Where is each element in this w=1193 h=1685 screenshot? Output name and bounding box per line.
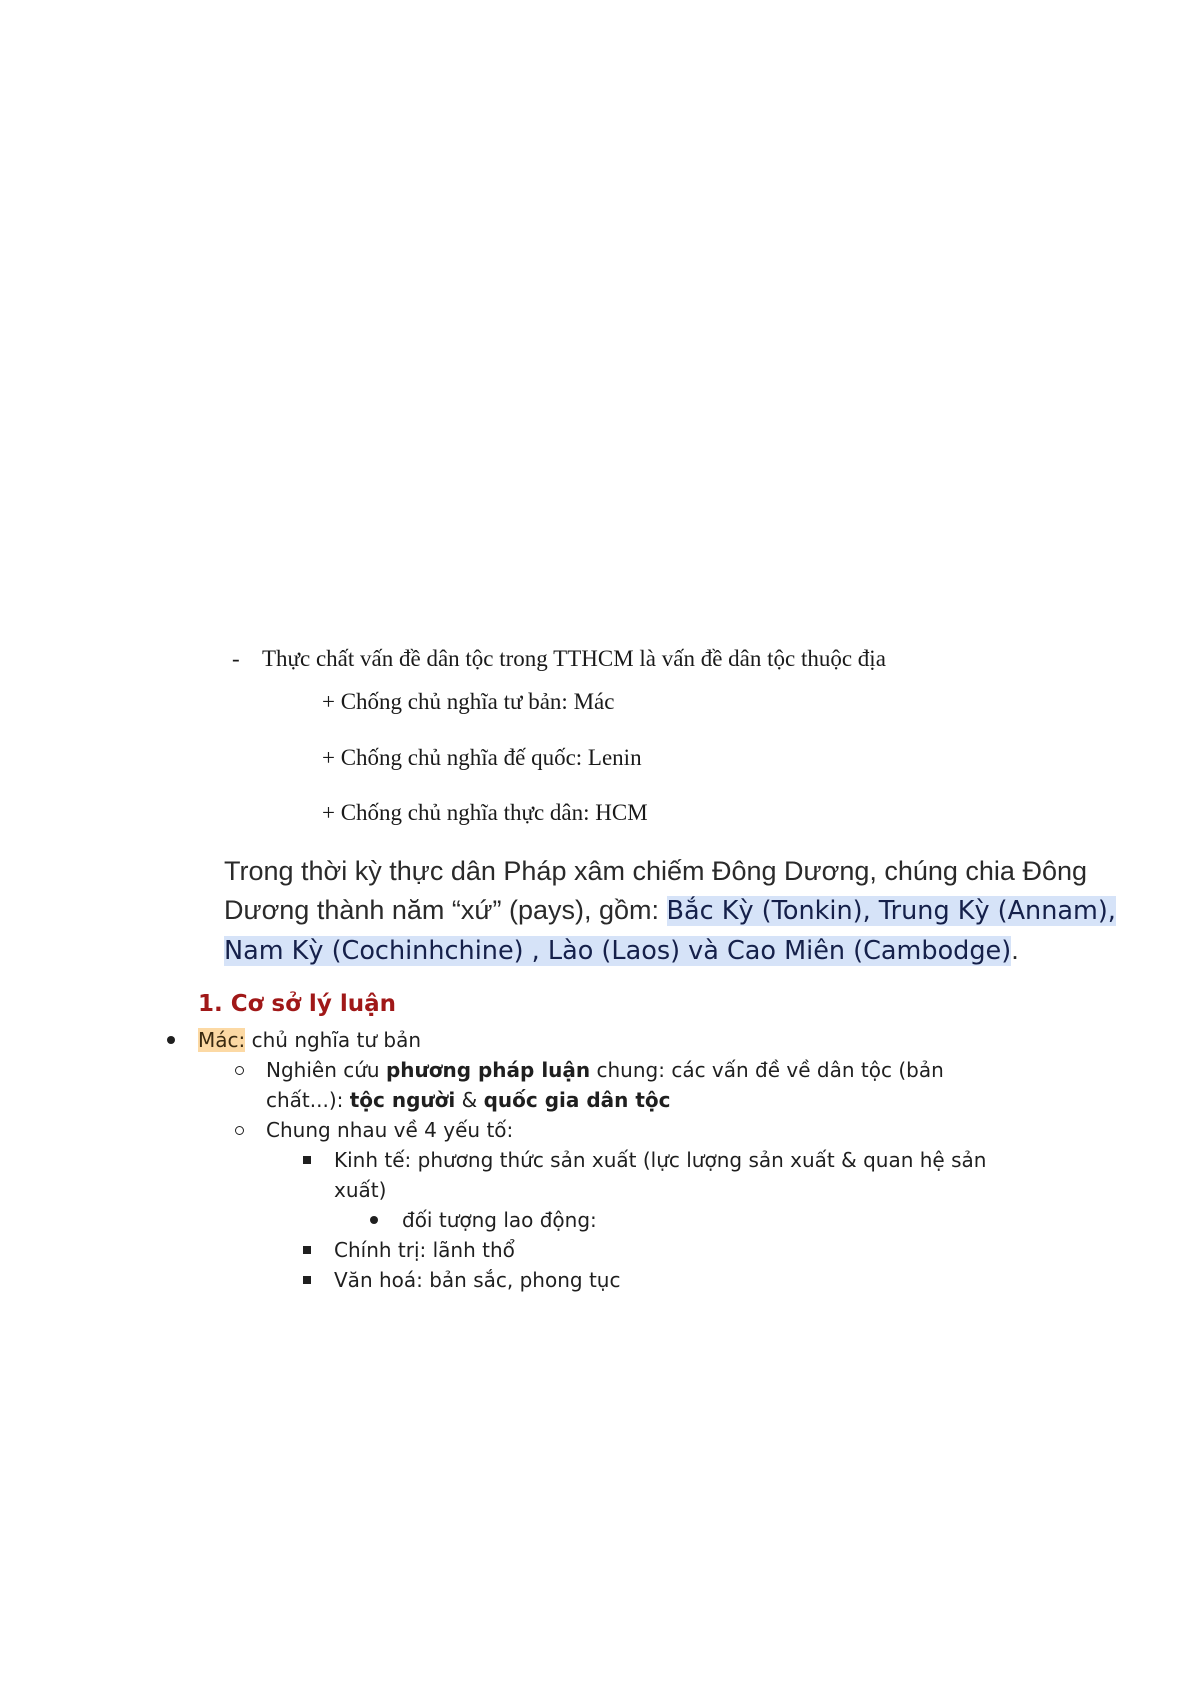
research-bold-nation: quốc gia dân tộc [483, 1088, 671, 1112]
list-item-research-cont [266, 1085, 671, 1115]
paragraph-text-start: Trong thời kỳ thực dân Pháp xâm chiếm Đông Dương, chúng chia Đông Dương thành năm “xứ” (pays), gồm: [224, 856, 1087, 925]
dash-marker: - [232, 646, 240, 671]
bullet-dot-icon [167, 1025, 175, 1044]
list-item-culture: Văn hoá: bản sắc, phong tục [334, 1268, 621, 1292]
research-text-b: chung: các vấn đề về dân tộc (bản [590, 1058, 944, 1082]
bullet-ring-icon [235, 1055, 244, 1075]
list-item-four-factors: Chung nhau về 4 yếu tố: [266, 1118, 514, 1142]
dash-item [232, 646, 886, 672]
list-item-politics: Chính trị: lãnh thổ [334, 1238, 515, 1262]
dash-item-text: Thực chất vấn đề dân tộc trong TTHCM là vấn đề dân tộc thuộc địa [262, 646, 886, 671]
list-item-economy-cont: xuất) [334, 1178, 387, 1202]
plus-item-hcm: + Chống chủ nghĩa thực dân: HCM [322, 800, 648, 825]
bullet-dot-icon [370, 1205, 378, 1224]
list-item-mac [198, 1025, 421, 1055]
list-item-labor-object: đối tượng lao động: [402, 1208, 597, 1232]
plus-item-lenin: + Chống chủ nghĩa đế quốc: Lenin [322, 745, 642, 770]
research-bold-ethnic: tộc người [349, 1088, 456, 1112]
dong-duong-paragraph [224, 852, 1124, 971]
bullet-ring-icon [235, 1115, 244, 1135]
bullet-square-icon [303, 1145, 311, 1164]
bullet-square-icon [303, 1235, 311, 1254]
research-amp: & [455, 1088, 484, 1112]
list-item-economy: Kinh tế: phương thức sản xuất (lực lượng sản xuất & quan hệ sản [334, 1148, 987, 1172]
research-text-c: chất...): [266, 1088, 350, 1112]
list-item-research [266, 1055, 944, 1085]
paragraph-text-end: . [1011, 935, 1019, 965]
research-bold-method: phương pháp luận [385, 1058, 591, 1082]
research-text-a: Nghiên cứu [266, 1058, 386, 1082]
mac-description: chủ nghĩa tư bản [245, 1028, 422, 1052]
plus-item-mac: + Chống chủ nghĩa tư bản: Mác [322, 689, 615, 714]
bullet-square-icon [303, 1265, 311, 1284]
mac-label: Mác: [198, 1028, 246, 1052]
section-heading: 1. Cơ sở lý luận [198, 991, 396, 1017]
paragraph-highlight: Bắc Kỳ (Tonkin), Trung Kỳ (Annam), Nam Kỳ (Cochinhchine) , Lào (Laos) và Cao Miên (Cambodge) [224, 896, 1116, 966]
